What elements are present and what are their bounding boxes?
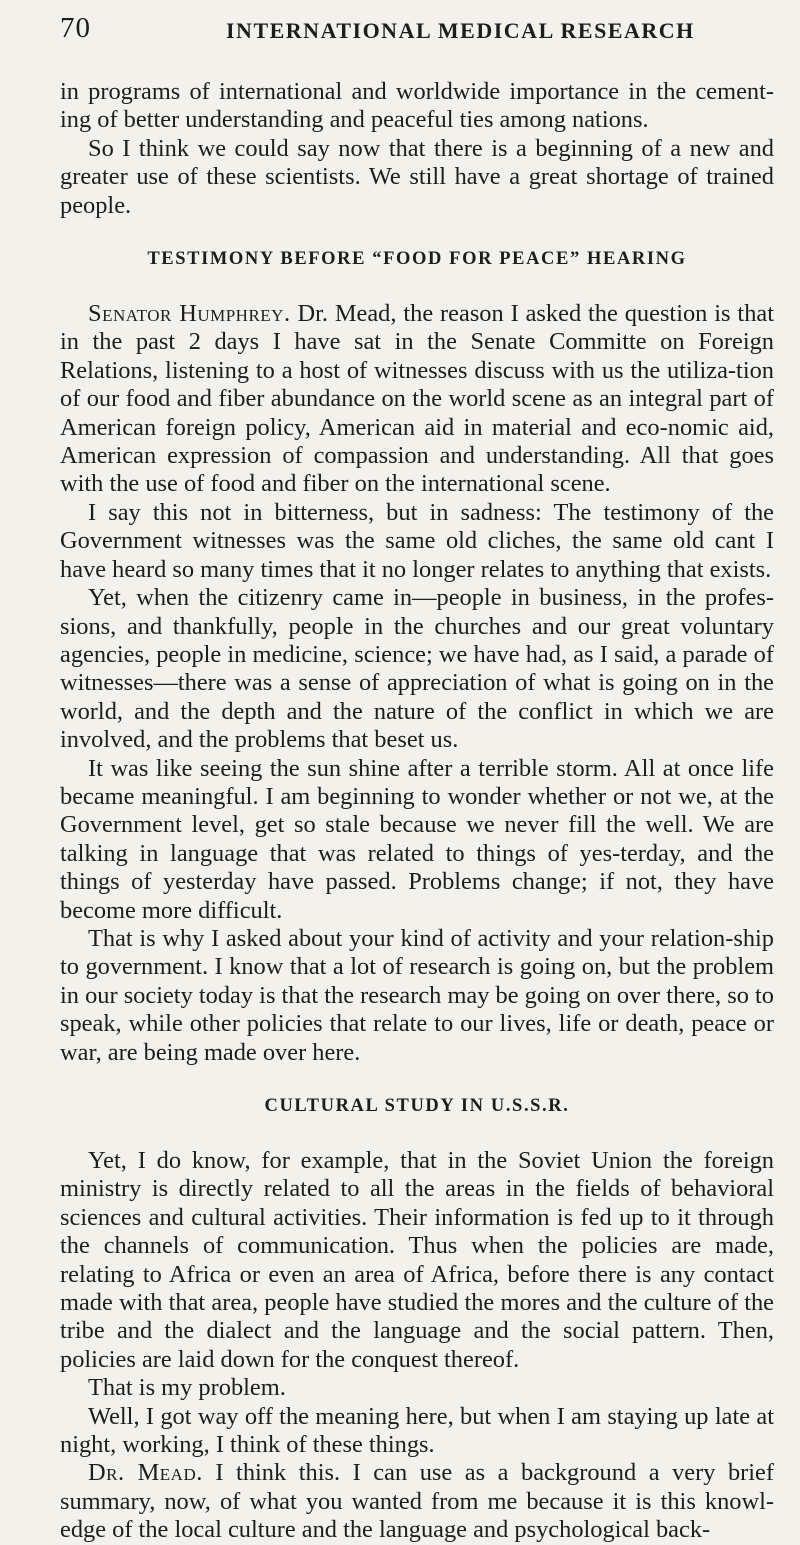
- paragraph: Yet, I do know, for example, that in the Soviet Union the foreign ministry is directly related to all the areas in the fields of behavioral sciences and cultural activities. Their information is fed up to it through the channels of communication. Thus when the policies are made, relating to Africa or even an area of Africa, before there is any contact made with that area, people have studied the mores and the culture of the tribe and the dialect and the language and the social pattern. Then, policies are laid down for the conquest thereof.: [60, 1147, 774, 1373]
- paragraph: That is my problem.: [88, 1374, 286, 1402]
- speaker-name: Senator Humphrey.: [88, 300, 291, 328]
- paragraph: Yet, when the citizenry came in—people in business, in the profes-sions, and thankfully, people in the churches and our great voluntary agencies, people in medicine, science; we have had, as I said, a parade of witnesses—there was a sense of appreciation of what is going on in the world, and the depth and the nature of the conflict in which we are involved, and the problems that beset us.: [60, 584, 774, 754]
- section-heading: TESTIMONY BEFORE “FOOD FOR PEACE” HEARING: [147, 249, 687, 270]
- section-heading: CULTURAL STUDY IN U.S.S.R.: [264, 1096, 570, 1116]
- body-text: [60, 78, 774, 1545]
- running-head: [60, 12, 774, 52]
- paragraph-text: I think this. I can use as a background a very brief summary, now, of what you wanted from me because it is this knowl-edge of the local culture and the language and psychological back-: [60, 1459, 774, 1544]
- paragraph: in programs of international and worldwide importance in the cement-ing of better understanding and peaceful ties among nations.: [60, 78, 774, 134]
- paragraph: It was like seeing the sun shine after a terrible storm. All at once life became meaningful. I am beginning to wonder whether or not we, at the Government level, get so stale because we never fill the well. We are talking in language that was related to things of yes-terday, and the things of yesterday have passed. Problems change; if not, they have become more difficult.: [60, 754, 774, 924]
- paragraph: [60, 1459, 774, 1544]
- paragraph: So I think we could say now that there is a beginning of a new and greater use of these scientists. We still have a great shortage of trained people.: [60, 134, 774, 219]
- paragraph: [60, 300, 774, 499]
- page-number: 70: [60, 12, 91, 44]
- speaker-name: Dr. Mead.: [88, 1459, 203, 1487]
- paragraph-text: Dr. Mead, the reason I asked the question is that in the past 2 days I have sat in the Senate Committe on Foreign Relations, listening to a host of witnesses discuss with us the utiliza-tion of our food and fiber abundance on the world scene as an integral part of American foreign policy, American aid in material and eco-nomic aid, American expression of compassion and understanding. All that goes with the use of food and fiber on the international scene.: [60, 300, 774, 498]
- paragraph: I say this not in bitterness, but in sadness: The testimony of the Government witnesses was the same old cliches, the same old cant I have heard so many times that it no longer relates to anything that exists.: [60, 498, 774, 583]
- running-title: INTERNATIONAL MEDICAL RESEARCH: [226, 18, 695, 43]
- paragraph: That is why I asked about your kind of activity and your relation-ship to government. I know that a lot of research is going on, but the problem in our society today is that the research may be going on over there, so to speak, while other policies that relate to our lives, life or death, peace or war, are being made over here.: [60, 924, 774, 1066]
- paragraph: Well, I got way off the meaning here, but when I am staying up late at night, working, I think of these things.: [60, 1402, 774, 1459]
